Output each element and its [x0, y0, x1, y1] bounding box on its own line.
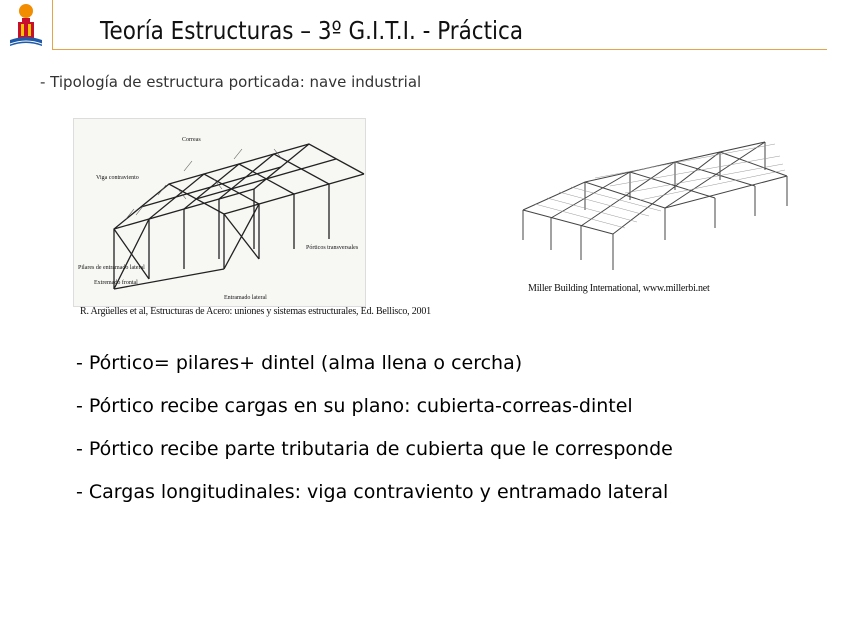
bullet-item: - Pórtico recibe parte tributaria de cubierta que le corresponde: [76, 438, 673, 460]
section-subtitle: - Tipología de estructura porticada: nave industrial: [40, 73, 422, 91]
header-divider: [52, 49, 827, 50]
label-entramado-lateral: Entramado lateral: [224, 295, 267, 301]
bullet-item: - Pórtico recibe cargas en su plano: cubierta-correas-dintel: [76, 395, 633, 417]
bullet-item: - Pórtico= pilares+ dintel (alma llena o cercha): [76, 352, 523, 374]
left-figure-caption: R. Argüelles et al, Estructuras de Acero: uniones y sistemas estructurales, Ed. Bellisco, 2001: [80, 306, 431, 317]
university-crest-icon: [4, 2, 48, 50]
page-title: Teoría Estructuras – 3º G.I.T.I. - Práctica: [100, 16, 524, 45]
label-porticos: Pórticos transversales: [306, 245, 359, 251]
label-extremado: Extremado frontal: [94, 280, 138, 286]
label-correas: Correas: [182, 137, 201, 143]
industrial-frame-illustration: [73, 118, 366, 307]
steel-building-wireframe: [515, 120, 793, 277]
label-pilares: Pilares de entramado lateral: [78, 265, 145, 271]
right-figure-caption: Miller Building International, www.millerbi.net: [528, 283, 710, 294]
bullet-list: [76, 352, 673, 524]
bullet-item: - Cargas longitudinales: viga contraviento y entramado lateral: [76, 481, 669, 503]
label-viga-contraviento: Viga contraviento: [96, 175, 139, 181]
